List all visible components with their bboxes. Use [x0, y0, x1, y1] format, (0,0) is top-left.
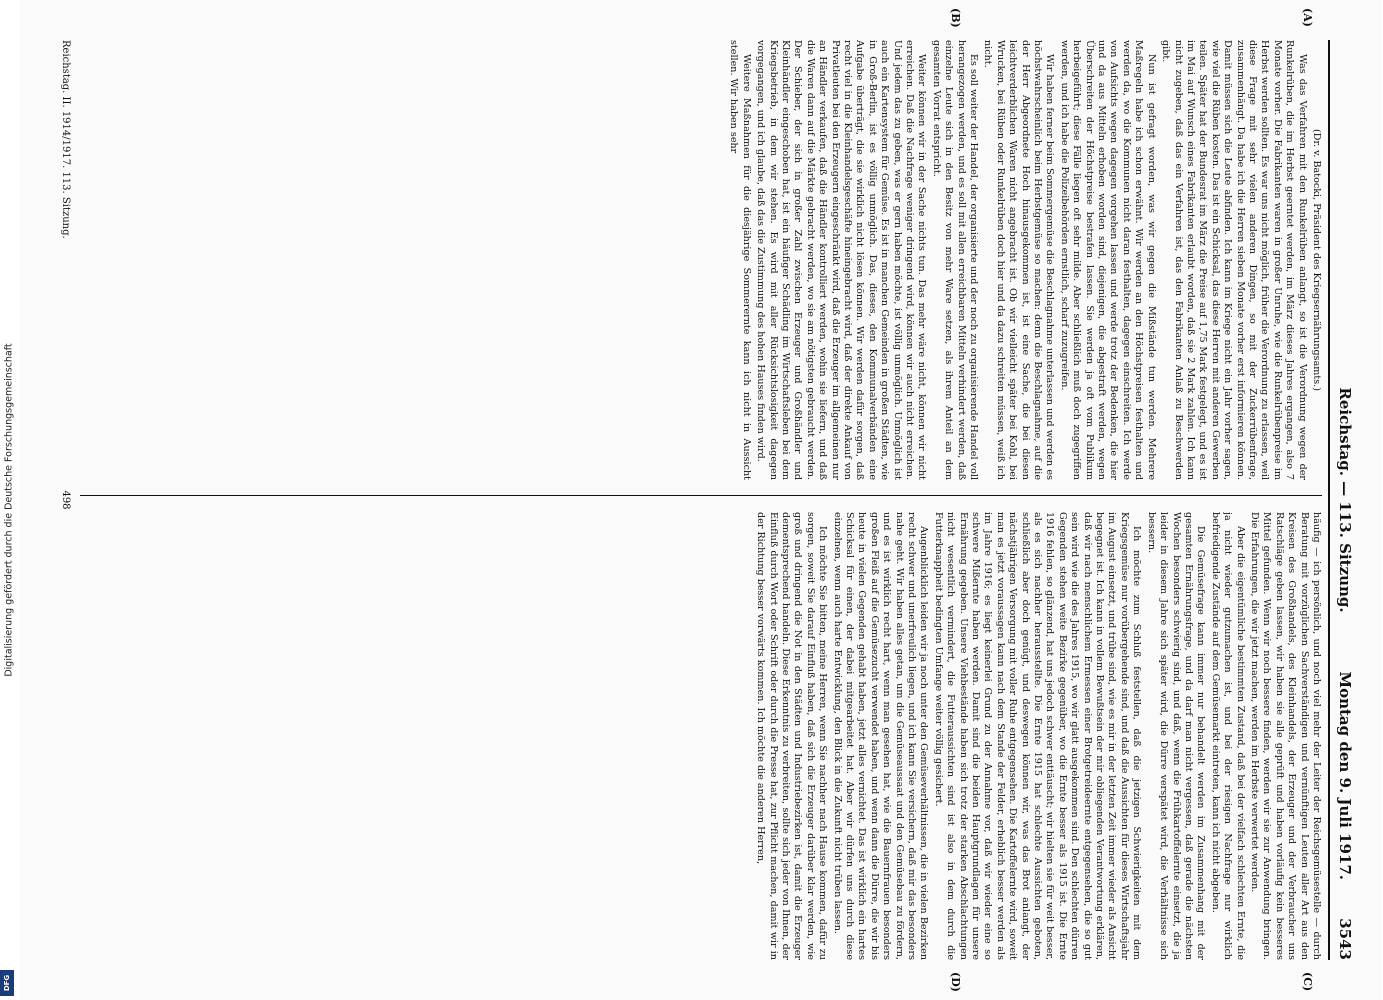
paragraph: Es soll weiter der Handel, der organisierte und der noch zu organisierende Handel voll herangezogen werden, und es soll mit allen erreichbaren Mitteln verhindert werden, daß einzelne Leute sich in den Besitz von mehr Ware setzen, als ihrem Anteil an dem gesamten Vorrat entspricht.	[930, 40, 980, 480]
paragraph: Aber die eigentümliche bestimmten Zustand, daß bei der vielfach schlechten Ernte, die ja nicht wieder gutzumachen ist, und bei der riesigen Nachfrage nur wirklich befriedigende Zustände auf dem Gemüsemarkt eintreten, kann ich nicht abgeben.	[1209, 512, 1246, 960]
paragraph: Was das Verfahren mit den Runkelrüben anlangt, so ist die Verordnung wegen der Runkelrüben, die im Herbst geerntet werden, im März dieses Jahres ergangen, also 7 Monate vorher. Die Fabrikanten waren in großer Unruhe, wie die Runkelrübenpreise im Herbst werden sollten. Es war uns nicht möglich, früher die Verordnung zu erlassen, weil diese Frage mit sehr vielen anderen Dingen, so mit der Zuckerrübenfrage, zusammenhängt. Da habe ich die Herren sieben Monate vorher erst informieren können. Damit müssen sich die Leute abfinden. Ich kann im Kriege nicht ein Jahr vorher sagen, wie viel die Rüben kosten. Das ist ein Schicksal, das diese Herren mit anderen Gewerben teilen. Später hat der Bundesrat im März die Preise auf 1,75 Mark festgelegt, und es ist im Mai auf Wunsch eines Fabrikanten erlaubt worden, daß sie 2 Mark zahlen. Ich kann nicht zugeben, daß das ein Verfahren ist, das den Fabrikanten Anlaß zu Beschwerden gibt.	[1160, 40, 1308, 480]
left-column	[80, 40, 1322, 480]
margin-marker-d: (D)	[949, 972, 962, 992]
right-column	[80, 512, 1322, 960]
paragraph: Ich möchte zum Schluß feststellen, daß die jetzigen Schwierigkeiten mit dem Kriegsgemüse nur vorübergehende sind, und daß die Aussichten für dieses Wirtschaftsjahr im August einsetzt, und trübe sind, wie es mir in der letzten Zeit immer wieder als Ansicht begegnet ist. Ich kann in vollem Bewußtsein der mir obliegenden Verantwortung erklären, daß wir nach menschlichem Ermessen einer Brotgetreideernte entgegensehen, die so gut sein wird wie die des Jahres 1915, wo wir glatt ausgekommen sind. Den schlechten dürren Gegenden stehen weite Bezirke gegenüber, wo die Ernte besser als 1915 ist. Die Ernte 1916 fehlen, so glänzend, hat uns jedoch schwer enttäuscht; wir hielten sie für weit besser, als es sich nachher herausstellte. Die Ernte 1915 hat schlechte Aussichten geboten, schließlich aber doch genügt, und deswegen können wir, was das Brot anlangt, der nächstjährigen Versorgung mit voller Ruhe entgegensehen. Die Kartoffelernte wird, soweit man es jetzt voraussagen kann nach dem Stande der Felder, erheblich besser werden als im Jahre 1916; es liegt keinerlei Grund zu der Annahme vor, daß wir wieder eine so schwere Mißernte haben werden. Damit sind die beiden Hauptgrundlagen für unsere Ernährung gegeben. Unsere Viehbestände haben sich trotz der starken Abschlachtungen nicht wesentlich vermindert, die Futteraussichten sind ist also in dem durch die Futterknappheit bedingten Umfange weiter völlig gesichert.	[932, 512, 1143, 960]
paragraph: Nun ist gefragt worden, was wir gegen die Mißstände tun werden. Mehrere Maßregeln habe ich schon erwähnt. Wir werden an den Höchstpreisen festhalten und werden da, wo die Kommunen nicht daran festhalten, dagegen einschreiten. Ich werde von Aufsichts wegen dagegen vorgehen lassen und werde trotz der Bedenken, die hier und da aus Mitteln erhoben worden sind, diejenigen, die abgestraft werden, wegen Überschreiten der Höchstpreise bestrafen lassen. Sie werden ja oft vom Publikum herbeigeführt; diese Fälle liegen oft sehr milde. Aber schließlich muß doch zugegriffen werden, und ich habe die Polizeibehörden ernstlich, scharf zuzugreifen.	[1058, 40, 1157, 480]
paragraph: Ich möchte Sie bitten, meine Herren, wenn Sie nachher nach Hause kommen, dafür zu sorgen, soweit Sie darauf Einfluß haben, daß sich die Erzeuger darüber klar werden, wie groß und dringend die Not in den Städten und Industriebezirken ist, damit die Erzeuger dementsprechend handeln. Diese Erkenntnis zu verbreiten, sollte sich jeder von Ihnen, der Einfluß durch Wort oder Schrift oder durch die Presse hat, zur Pflicht machen, damit wir in der Richtung besser vorwärts kommen. Ich möchte die anderen Herren,	[755, 512, 829, 960]
paragraph: häufig — ich persönlich, und noch viel mehr der Leiter der Reichsgemüsestelle — durch Beratung mit vorzüglichen Sachverständigen und vernünftigen Leuten aller Art aus den Kreisen des Großhandels, des Kleinhandels, der Erzeuger und der Verbraucher uns Ratschläge geben lassen, wir haben sie alle geprüft und haben vorläufig kein besseres Mittel gefunden. Wenn wir noch bessere finden, werden wir sie zur Anwendung bringen. Die Erfahrungen, die wir jetzt machen, werden im Herbste verwertet werden.	[1248, 512, 1322, 960]
dfg-logo-icon	[0, 970, 14, 996]
paragraph: Weiter können wir in der Sache nichts tun. Das mehr wäre nicht, können wir nicht erreichen. Daß die Nachfrage weniger dringend wird, können wir auch nicht erreichen. Und jedem das zu geben, was er gern haben möchte, ist völlig unmöglich. Unmöglich ist auch ein Kartensystem für Gemüse. Es ist in manchen Gemeinden in großen Städten, wie in Groß-Berlin, ist es völlig unmöglich. Das, dieses, den Kommunalverbänden eine Aufgabe überträgt, die sie wirklich nicht lösen können. Wir werden dafür sorgen, daß recht viel in die Kleinhandelsgeschäfte hineingebracht wird, daß der direkte Ankauf von Privatleuten bei den Erzeugern eingeschränkt wird, daß die Erzeuger im allgemeinen nur an Händler verkaufen, daß die Händler kontrolliert werden, wohin sie liefern, und daß die Waren dann auf die Märkte gebracht werden, wo sie am nötigsten gebraucht werden. Der Schieber, der sich in großer Zahl zwischen Erzeuger und Großhändler und Kleinhändler eingeschoben hat, ist ein häufiger Schädling im Wirtschaftsleben bei dem Kriegsbetrieb, in dem wir stehen. Es wird mit aller Rücksichtslosigkeit dagegen vorgegangen, und ich glaube, daß das die Zustimmung des hohen Hauses finden wird.	[755, 40, 928, 480]
column-divider	[80, 495, 1322, 496]
footer-page-number: 498	[60, 490, 71, 510]
page-header	[1328, 40, 1354, 960]
margin-marker-b: (B)	[949, 8, 962, 28]
speaker-line: (Dr. v. Batocki, Präsident des Kriegsernährungsamts.)	[1311, 129, 1322, 391]
paragraph: Die Gemüsefrage kann immer nur behandelt werden im Zusammenhang mit der gesamten Ernährungsfrage, und da darf man nicht vergessen, daß gerade die nächsten Wochen besonders schwierig sind, und daß, wenn die Frühkartoffelernte einsetzt, die ja leider in diesem Jahre sich später wird, die Dürre verspätet wird, die Verhältnisse sich bessern.	[1145, 512, 1207, 960]
margin-marker-a: (A)	[1301, 8, 1314, 27]
paragraph: Weitere Maßnahmen für die diesjährige Sommerernte kann ich nicht in Aussicht stellen. Wir haben sehr	[728, 40, 752, 480]
credit-text: Digitalisierung gefördert durch die Deutsche Forschungsgemeinschaft	[3, 343, 15, 677]
paragraph: Augenblicklich leiden wir ja noch unter den Gemüseverhältnissen, die in vielen Bezirken recht schwer und unerfreulich liegen, und ich kann Sie versichern, daß mir das besonders nahe geht. Wir haben alles getan, um die Gemüseaussaat und den Gemüsebau zu fördern, und es ist wirklich recht hart, wenn man gesehen hat, wie die Bauernfrauen besonders großen Fleiß auf die Gemüsezucht verwendet haben, und wenn dann die Dürre, die wir bis heute in vielen Gegenden gehabt haben, jetzt alles vernichtet. Das ist wirklich ein hartes Schicksal für einen, der dabei mitgearbeitet hat. Aber wir dürfen uns durch diese einzelnen, wenn auch harte Entwicklung, den Blick in die Zukunft nicht trüben lassen.	[831, 512, 930, 960]
page-number: 3543	[1336, 918, 1354, 960]
digitization-credit	[2, 50, 16, 970]
header-title: Reichstag. — 113. Sitzung.	[1336, 387, 1354, 613]
header-date: Montag den 9. Juli 1917.	[1336, 671, 1354, 880]
margin-marker-c: (C)	[1301, 972, 1314, 992]
footer-session: Reichstag. II. 1914/1917. 113. Sitzung.	[60, 40, 71, 239]
paragraph: Wir haben ferner beim Sommergemüse die Beschlagnahme unterlassen und werden es höchstwahrscheinlich beim Herbstgemüse so machen: denn die Beschlagnahme, auf die der Herr Abgeordnete Hoch hinausgekommen ist, ist eine Sache, die bei diesen leichtverderblichen Waren nicht angebracht ist. Ob wir vielleicht später bei Kohl, bei Wrucken, bei Rüben oder Runkelrüben doch hier und da dazu schreiten müssen, weiß ich nicht.	[982, 40, 1056, 480]
dfg-logo-text: DFG	[3, 974, 11, 992]
rotated-page	[20, 0, 1382, 1000]
